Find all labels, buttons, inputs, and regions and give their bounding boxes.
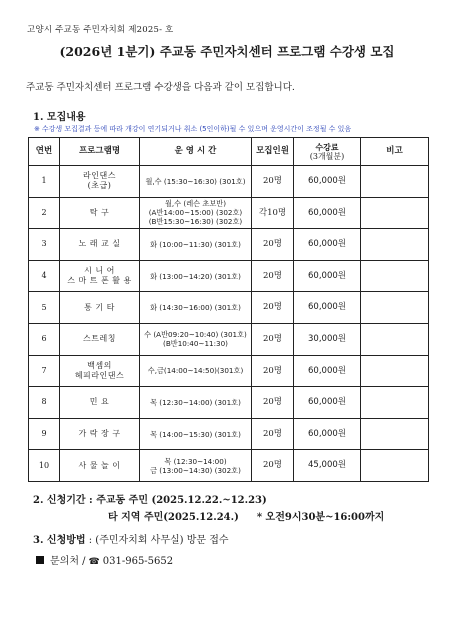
section-3 [33,531,229,546]
section-3-text: : (주민자치회 사무실) 방문 접수 [88,535,229,546]
cell-fee [294,355,361,387]
telephone-icon: ☎ [88,557,100,567]
cell-no [29,418,60,450]
header-fee [294,138,361,166]
cell-schedule-line1: 화 (10:00~11:30) (301호) [150,239,241,249]
cell-program [60,260,140,292]
contact-line [36,552,173,567]
cell-program-name: 노 래 교 실 [78,239,121,249]
cell-remarks [361,450,429,482]
cell-capacity [252,323,294,355]
table-row [29,323,429,355]
cell-program-name: 통 기 타 [84,302,115,312]
cell-capacity [252,197,294,229]
table-row [29,450,429,482]
cell-schedule-line1: 목 (12:30~14:00) (301호) [150,397,241,407]
cell-fee-value: 60,000원 [308,270,346,281]
cell-fee-value: 45,000원 [308,460,346,471]
header-program: 프로그램명 [60,138,140,166]
table-header-row [29,138,429,166]
cell-capacity [252,166,294,198]
cell-remarks [361,260,429,292]
cell-schedule [140,229,252,261]
cell-capacity [252,450,294,482]
cell-no [29,387,60,419]
cell-program-name: 스트레칭 [83,334,116,344]
cell-no-value: 5 [41,302,47,312]
document-number: 고양시 주교동 주민자치회 제2025- 호 [27,25,174,35]
cell-remarks [361,197,429,229]
cell-capacity [252,229,294,261]
cell-schedule [140,260,252,292]
cell-remarks [361,387,429,419]
cell-capacity-value: 20명 [262,175,283,186]
table-row [29,292,429,324]
cell-remarks [361,323,429,355]
cell-program-name: 민 요 [89,397,110,407]
section-2-heading: 2. 신청기간 : 주교동 주민 (2025.12.22.~12.23) [33,495,267,506]
cell-program [60,292,140,324]
cell-no-value: 1 [41,176,47,186]
cell-no-value: 7 [41,365,47,375]
cell-schedule [140,355,252,387]
cell-no-value: 4 [41,271,47,281]
cell-no [29,260,60,292]
section-1-heading: 1. 모집내용 [33,112,86,123]
cell-schedule-line1: 목 (12:30~14:00) [164,456,227,466]
cell-program-name: 가 락 장 구 [78,429,121,439]
cell-schedule-line1: 화 (14:30~16:00) (301호) [150,303,241,313]
cell-capacity [252,260,294,292]
cell-fee [294,260,361,292]
cell-fee [294,166,361,198]
page-title: (2026년 1분기) 주교동 주민자치센터 프로그램 수강생 모집 [59,44,395,59]
cell-capacity [252,292,294,324]
cell-schedule [140,387,252,419]
cell-program-name: 사 물 놀 이 [78,460,121,470]
cell-fee [294,387,361,419]
cell-fee-value: 30,000원 [308,333,346,344]
cell-schedule-line1: 월,수 (레슨 초보반) [164,199,227,209]
cell-schedule [140,323,252,355]
section-2-other-region: 타 지역 주민(2025.12.24.) [108,512,239,523]
cell-schedule-line2: (A반14:00~15:00) (302호) [148,208,243,218]
notice-body: 수강생 모집결과 등에 따라 개강이 연기되거나 취소 (5인이하)될 수 있으며 운영시간이 조정될 수 있음 [41,125,352,133]
cell-capacity [252,387,294,419]
table-row [29,387,429,419]
cell-capacity-value: 20명 [262,333,283,344]
cell-no-value: 9 [41,429,47,439]
header-schedule: 운 영 시 간 [140,138,252,166]
cell-fee-value: 60,000원 [308,302,346,313]
cell-remarks [361,292,429,324]
table-row [29,166,429,198]
cell-program-name: 탁 구 [89,207,110,217]
cell-program-sub: 스 마 트 폰 활 용 [67,276,132,286]
contact-label: 문의처 / [50,556,86,567]
cell-capacity-value: 20명 [262,239,283,250]
cell-capacity [252,355,294,387]
cell-program [60,355,140,387]
table-row [29,355,429,387]
cell-program-name: 라인댄스 [83,171,116,181]
cell-fee [294,229,361,261]
cell-capacity-value: 20명 [262,270,283,281]
cell-schedule-line1: 목 (14:00~15:30) (301호) [150,429,241,439]
cell-program [60,450,140,482]
table-row [29,197,429,229]
cell-schedule-line1: 수 (A반09:20~10:40) (301호) [144,330,247,340]
cell-capacity-value: 20명 [262,397,283,408]
cell-program-sub: (초급) [87,181,112,191]
cell-capacity-value: 20명 [262,460,283,471]
header-fee-sub: (3개월분) [309,151,345,161]
cell-program [60,387,140,419]
cell-schedule [140,166,252,198]
intro-text: 주교동 주민자치센터 프로그램 수강생을 다음과 같이 모집합니다. [26,82,295,93]
cell-no-value: 8 [41,397,47,407]
cell-schedule-line1: 수,금(14:00~14:50)(301호) [147,366,244,376]
notice-text [34,124,351,134]
section-2-note: * 오전9시30분~16:00까지 [256,512,385,523]
cell-fee-value: 60,000원 [308,397,346,408]
cell-no [29,450,60,482]
cell-program [60,229,140,261]
cell-schedule-line1: 화 (13:00~14:20) (301호) [150,271,241,281]
cell-fee [294,323,361,355]
cell-program [60,197,140,229]
cell-fee-value: 60,000원 [308,428,346,439]
cell-fee [294,197,361,229]
cell-no [29,166,60,198]
header-no: 연번 [29,138,60,166]
cell-program-name: 백셈의 [87,360,112,370]
cell-fee-value: 60,000원 [308,175,346,186]
cell-capacity-value: 20명 [262,365,283,376]
cell-capacity [252,418,294,450]
contact-phone: 031-965-5652 [102,556,174,567]
cell-schedule [140,292,252,324]
cell-schedule [140,197,252,229]
section-2-line2 [108,508,384,523]
cell-schedule [140,450,252,482]
cell-program-sub: 헤피라인댄스 [74,370,125,380]
cell-schedule-line3: (B반15:30~16:30) (302호) [148,217,243,227]
cell-fee-value: 60,000원 [308,239,346,250]
cell-program [60,418,140,450]
cell-program-name: 시 니 어 [84,266,115,276]
cell-no-value: 3 [41,239,47,249]
cell-capacity-value: 각10명 [258,207,287,218]
cell-no-value: 10 [38,460,50,470]
cell-no [29,323,60,355]
cell-remarks [361,229,429,261]
cell-program [60,166,140,198]
header-fee-label: 수강료 [315,141,339,152]
bullet-square-icon [36,556,44,564]
cell-remarks [361,355,429,387]
cell-capacity-value: 20명 [262,302,283,313]
table-row [29,229,429,261]
cell-schedule-line2: 금 (13:00~14:30) (302호) [150,465,241,475]
cell-no [29,197,60,229]
cell-schedule [140,418,252,450]
cell-no-value: 2 [41,207,47,217]
cell-fee [294,292,361,324]
section-3-label: 3. 신청방법 [33,535,86,546]
cell-capacity-value: 20명 [262,428,283,439]
cell-fee [294,450,361,482]
cell-fee [294,418,361,450]
notice-mark: ※ [34,125,40,133]
cell-remarks [361,418,429,450]
header-remarks: 비고 [361,138,429,166]
cell-no-value: 6 [41,334,47,344]
cell-program [60,323,140,355]
table-row [29,418,429,450]
cell-no [29,292,60,324]
cell-schedule-line1: 월,수 (15:30~16:30) (301호) [145,176,246,186]
cell-fee-value: 60,000원 [308,207,346,218]
cell-no [29,229,60,261]
program-table [28,137,429,482]
cell-no [29,355,60,387]
header-capacity: 모집인원 [252,138,294,166]
cell-remarks [361,166,429,198]
table-row [29,260,429,292]
cell-fee-value: 60,000원 [308,365,346,376]
cell-schedule-line2: (B반10:40~11:30) [163,339,228,349]
